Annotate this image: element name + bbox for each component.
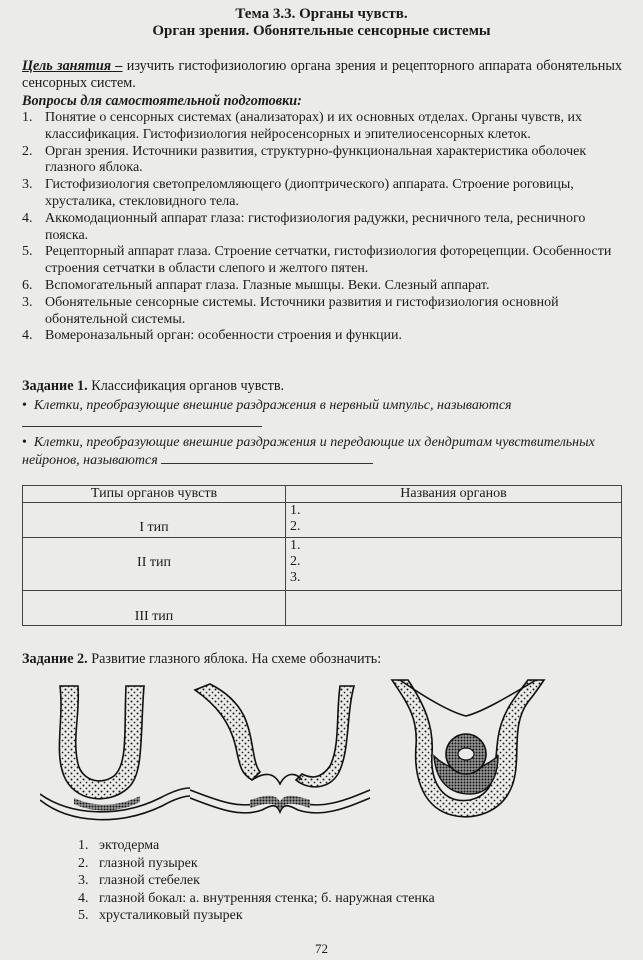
table-row	[23, 503, 622, 538]
question-number: 1.	[22, 110, 33, 125]
question-text: Вспомогательный аппарат глаза. Глазные мышцы. Веки. Слезный аппарат.	[45, 277, 490, 293]
legend-text: глазной пузырек	[99, 855, 198, 871]
legend-number: 5.	[78, 908, 89, 924]
question-text: Обонятельные сенсорные системы. Источники развития и гистофизиология основной обонятельной системы.	[45, 294, 559, 327]
legend-text: эктодерма	[99, 838, 160, 853]
question-text: Рецепторный аппарат глаза. Строение сетчатки, гистофизиология фоторецепции. Особенности строения сетчатки в области слепого и желтого пятен.	[45, 244, 612, 277]
list-item: 2.	[290, 554, 301, 569]
question-number: 3.	[22, 177, 33, 193]
questions-heading: Вопросы для самостоятельной подготовки:	[22, 93, 302, 109]
legend-number: 4.	[78, 890, 89, 906]
legend-item	[78, 872, 435, 890]
table-header-row	[23, 486, 622, 503]
legend-text: глазной стебелек	[99, 873, 200, 889]
names-cell[interactable]	[286, 538, 622, 591]
question-item	[22, 278, 622, 295]
bullet-dot: •	[22, 435, 27, 450]
list-item: 3.	[290, 570, 301, 585]
list-item: 1.	[290, 503, 301, 518]
stage-1-optic-vesicle	[40, 686, 190, 820]
question-number: 2.	[22, 143, 33, 159]
task1-bullet-2	[22, 434, 622, 469]
type-label: I тип	[139, 520, 169, 535]
question-item	[22, 110, 622, 144]
legend-number: 3.	[78, 873, 89, 889]
question-number: 3.	[22, 294, 33, 310]
answer-blank[interactable]	[22, 414, 262, 427]
question-number: 4.	[22, 210, 33, 226]
names-cell[interactable]	[286, 503, 622, 538]
stage-2-lens-placode	[190, 684, 370, 813]
question-item	[22, 328, 622, 345]
question-text: Аккомодационный аппарат глаза: гистофизиология радужки, ресничного тела, ресничного пояска.	[45, 210, 586, 243]
task1-text: Классификация органов чувств.	[87, 378, 285, 394]
legend-number: 1.	[78, 838, 89, 853]
table-row	[23, 591, 622, 626]
type-cell	[23, 503, 286, 538]
question-text: Вомероназальный орган: особенности строения и функции.	[45, 328, 402, 344]
question-text: Понятие о сенсорных системах (анализаторах) и их основных отделах. Органы чувств, их классификация. Гистофизиология нейросенсорных и эпителиосенсорных клеток.	[45, 110, 582, 142]
legend-text: хрусталиковый пузырек	[99, 908, 243, 924]
question-item	[22, 295, 622, 329]
page-number: 72	[315, 941, 328, 956]
goal-text: изучить гистофизиологию органа зрения и рецепторного аппарата обонятельных сенсорных систем.	[22, 58, 623, 91]
names-cell[interactable]	[286, 591, 622, 626]
topic-subtitle: Орган зрения. Обонятельные сенсорные системы	[152, 23, 491, 39]
type-cell	[23, 538, 286, 591]
task2-heading	[22, 651, 381, 668]
sense-organs-table	[22, 485, 622, 626]
list-item: 1.	[290, 538, 301, 553]
legend-text: глазной бокал: а. внутренняя стенка; б. наружная стенка	[99, 890, 435, 906]
legend-number: 2.	[78, 855, 89, 871]
question-item	[22, 244, 622, 278]
table-row	[23, 538, 622, 591]
table-header-types: Типы органов чувств	[23, 486, 286, 503]
task2-text: Развитие глазного яблока. На схеме обозначить:	[87, 651, 382, 667]
question-number: 5.	[22, 244, 33, 260]
type-label: III тип	[134, 609, 174, 624]
question-item	[22, 144, 622, 178]
names-list	[286, 503, 621, 535]
type-cell	[23, 591, 286, 626]
bullet-dot: •	[22, 398, 27, 413]
bullet-text: Клетки, преобразующие внешние раздражения и передающие их дендритам чувствительных нейронов, называются	[22, 435, 595, 468]
question-text: Гистофизиология светопреломляющего (диоптрического) аппарата. Строение роговицы, хрусталика, стекловидного тела.	[45, 177, 574, 209]
type-label: II тип	[137, 555, 171, 570]
question-item	[22, 211, 622, 245]
names-list	[286, 538, 621, 586]
lesson-goal	[22, 58, 622, 92]
legend-item	[78, 837, 435, 855]
stage-3-optic-cup	[392, 680, 544, 817]
questions-list	[22, 110, 622, 345]
task2-label: Задание 2.	[22, 651, 88, 667]
topic-title: Тема 3.3. Органы чувств.	[235, 6, 408, 22]
goal-lead: Цель занятия –	[22, 58, 123, 74]
legend-item	[78, 890, 435, 908]
list-item: 2.	[290, 519, 301, 534]
legend-item	[78, 855, 435, 873]
table-header-names: Названия органов	[286, 486, 622, 503]
task1-label: Задание 1.	[22, 378, 88, 394]
bullet-text: Клетки, преобразующие внешние раздражения в нервный импульс, называются	[33, 398, 512, 413]
question-item	[22, 177, 622, 211]
task1-heading	[22, 378, 284, 395]
question-number: 6.	[22, 277, 33, 293]
answer-blank[interactable]	[161, 451, 373, 464]
diagram-legend	[78, 837, 435, 925]
legend-item	[78, 907, 435, 925]
eye-development-diagram	[40, 676, 605, 826]
question-number: 4.	[22, 328, 33, 344]
question-text: Орган зрения. Источники развития, структурно-функциональная характеристика оболочек глазного яблока.	[45, 143, 587, 176]
task1-bullet-1	[22, 397, 622, 432]
